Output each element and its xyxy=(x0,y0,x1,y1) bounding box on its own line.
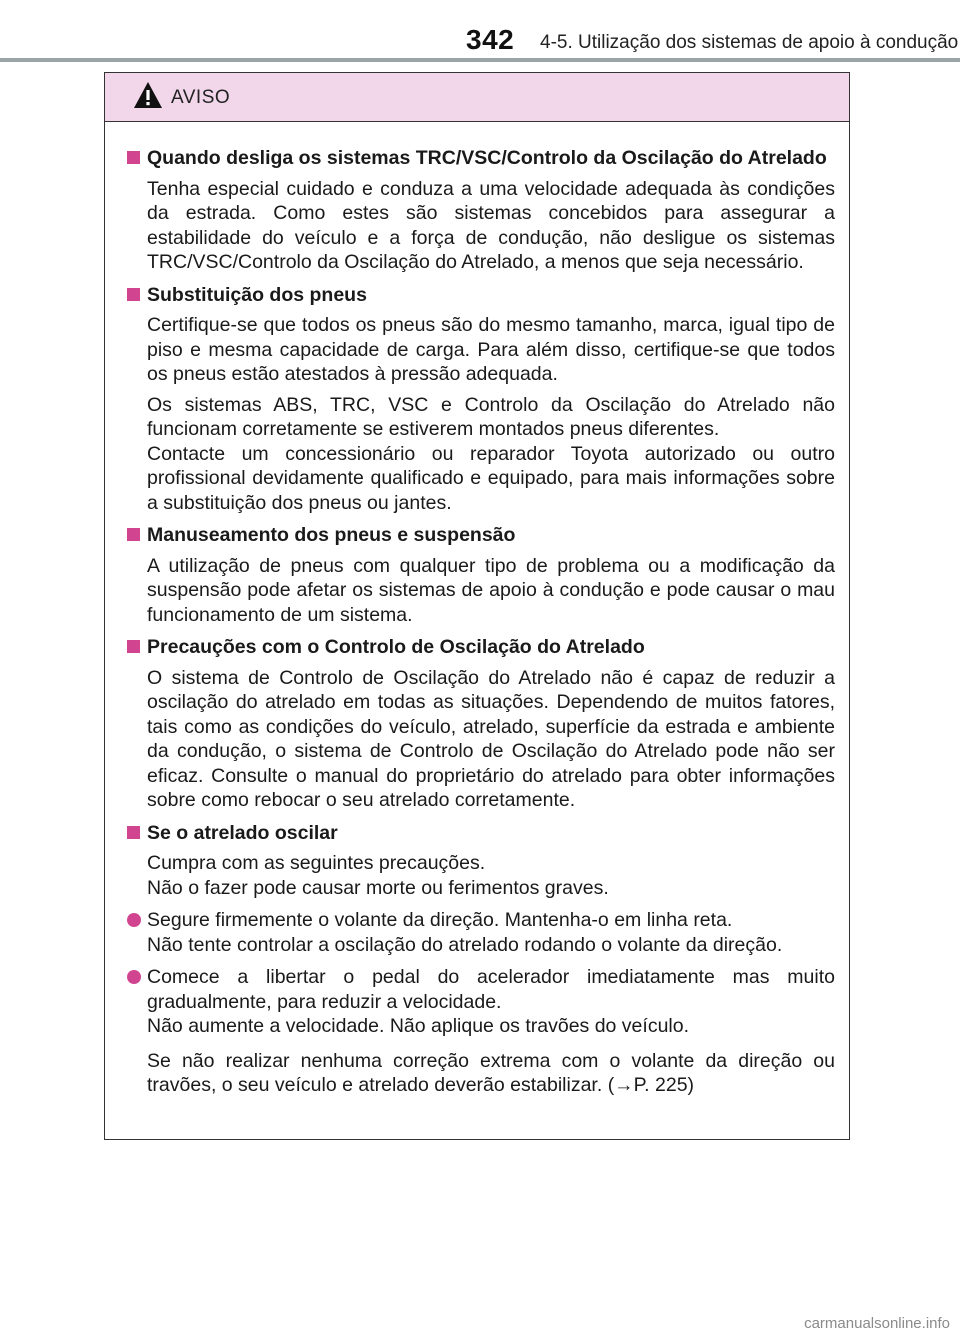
warning-triangle-icon xyxy=(133,81,163,109)
warning-box xyxy=(104,72,850,1140)
square-bullet-icon xyxy=(127,151,140,164)
list-item: Segure firmemente o volante da direção. Mantenha-o em linha reta. Não tente controlar a oscilação do atrelado rodando o volante da direção. xyxy=(119,908,835,957)
paragraph: O sistema de Controlo de Oscilação do Atrelado não é capaz de reduzir a oscilação do atrelado em todas as situações. Dependendo de muitos fatores, tais como as condições do veículo, atrelado, superfície da estrada e ambiente da condução, o sistema de Controlo de Oscilação do Atrelado pode não ser eficaz. Consulte o manual do proprietário do atrelado para obter informações sobre como rebocar o seu atrelado corretamente. xyxy=(147,666,835,811)
header-rule xyxy=(0,58,960,62)
paragraph: Contacte um concessionário ou reparador Toyota autorizado ou outro profissional devidamente qualificado e equipado, para mais informações sobre a substituição dos pneus ou jantes. xyxy=(147,442,835,514)
square-bullet-icon xyxy=(127,826,140,839)
warning-title: AVISO xyxy=(171,87,231,108)
square-bullet-icon xyxy=(127,288,140,301)
section-heading: Se o atrelado oscilar xyxy=(119,821,835,846)
section-heading: Substituição dos pneus xyxy=(119,283,835,308)
watermark: carmanualsonline.info xyxy=(804,1315,950,1332)
square-bullet-icon xyxy=(127,528,140,541)
warning-header xyxy=(105,73,849,122)
paragraph: Tenha especial cuidado e conduza a uma velocidade adequada às condições da estrada. Como estes são sistemas concebidos para assegurar a estabilidade do veículo e a força de condução, não desligue os sistemas TRC/VSC/Controlo da Oscilação do Atrelado, a menos que seja necessário. xyxy=(147,177,835,273)
section-heading: Manuseamento dos pneus e suspensão xyxy=(119,523,835,548)
section-title: 4-5. Utilização dos sistemas de apoio à condução xyxy=(540,32,959,53)
section-heading: Precauções com o Controlo de Oscilação do Atrelado xyxy=(119,635,835,660)
page-header xyxy=(0,0,960,55)
list-item: Comece a libertar o pedal do acelerador imediatamente mas muito gradualmente, para reduzir a velocidade. Não aumente a velocidade. Não aplique os travões do veículo. xyxy=(119,965,835,1039)
square-bullet-icon xyxy=(127,640,140,653)
paragraph: Os sistemas ABS, TRC, VSC e Controlo da Oscilação do Atrelado não funcionam corretamente se estiverem montados pneus diferentes. xyxy=(147,393,835,440)
paragraph: A utilização de pneus com qualquer tipo de problema ou a modificação da suspensão pode afetar os sistemas de apoio à condução e pode causar o mau funcionamento de um sistema. xyxy=(147,554,835,626)
page-number: 342 xyxy=(466,24,515,55)
circle-bullet-icon xyxy=(127,913,141,927)
paragraph: Cumpra com as seguintes precauções. xyxy=(147,852,486,874)
circle-bullet-icon xyxy=(127,970,141,984)
warning-content xyxy=(105,122,849,1098)
paragraph: Não o fazer pode causar morte ou ferimentos graves. xyxy=(147,876,609,899)
paragraph: Certifique-se que todos os pneus são do mesmo tamanho, marca, igual tipo de piso e mesma capacidade de carga. Para além disso, certifique-se que todos os pneus estão atestados à pressão adequada. xyxy=(147,314,835,385)
section-heading: Quando desliga os sistemas TRC/VSC/Controlo da Oscilação do Atrelado xyxy=(119,146,835,171)
closing-paragraph: Se não realizar nenhuma correção extrema com o volante da direção ou travões, o seu veículo e atrelado deverão estabilizar. (→P. 225) xyxy=(147,1049,835,1096)
